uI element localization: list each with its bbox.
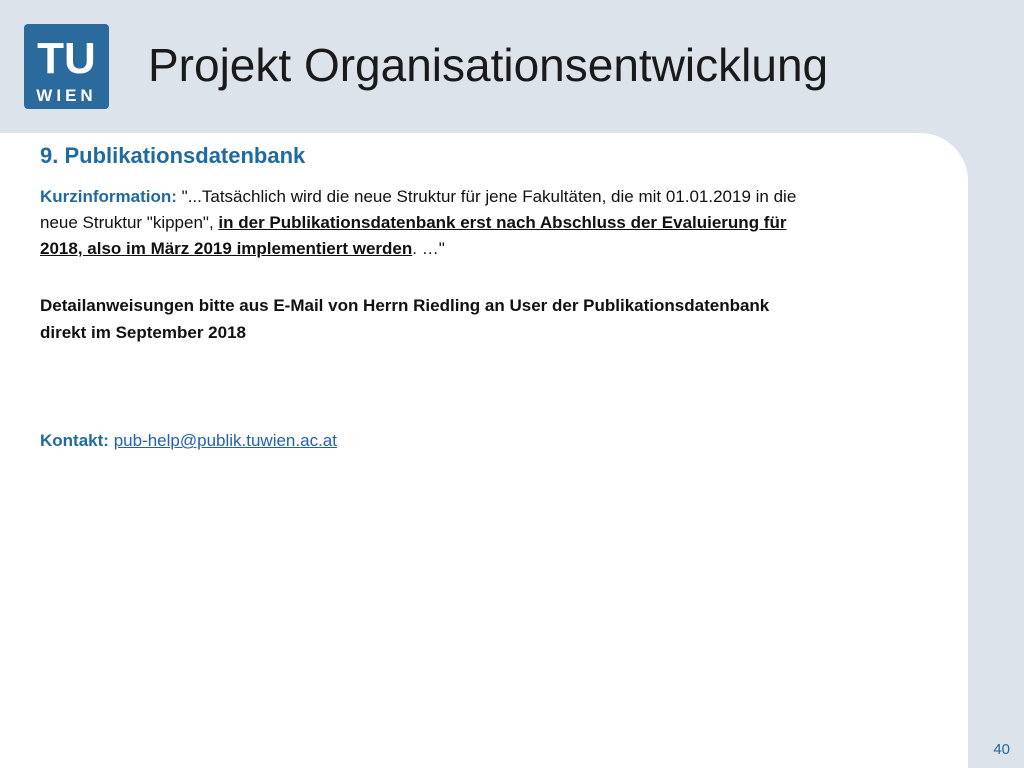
kurzinformation-end: . …" (412, 239, 445, 258)
contact-email-link[interactable]: pub-help@publik.tuwien.ac.at (113, 431, 337, 450)
contact-label: Kontakt: (40, 431, 109, 450)
slide-title: Projekt Organisationsentwicklung (148, 39, 829, 91)
kurzinformation-label: Kurzinformation: (40, 187, 177, 206)
section-heading: 9. Publikationsdatenbank (40, 143, 306, 168)
logo-wien-text: WIEN (36, 86, 97, 105)
detail-instructions: Detailanweisungen bitte aus E-Mail von Herrn Riedling an User der Publikationsdatenbank direkt im September 2018 (40, 296, 770, 342)
page-number: 40 (993, 741, 1010, 758)
kurzinformation-text: "...Tatsächlich wird die neue Struktur für jene Fakultäten, die mit 01.01.2019 in die neue Struktur "kippen", (40, 187, 797, 232)
logo-tu-text: TU (37, 34, 96, 83)
kurzinformation-paragraph (40, 184, 830, 262)
tu-wien-logo (24, 24, 109, 109)
contact-line (40, 428, 337, 454)
kurzinformation-emphasis: in der Publikationsdatenbank erst nach Abschluss der Evaluierung für 2018, also im März 2019 implementiert werden (40, 213, 787, 258)
